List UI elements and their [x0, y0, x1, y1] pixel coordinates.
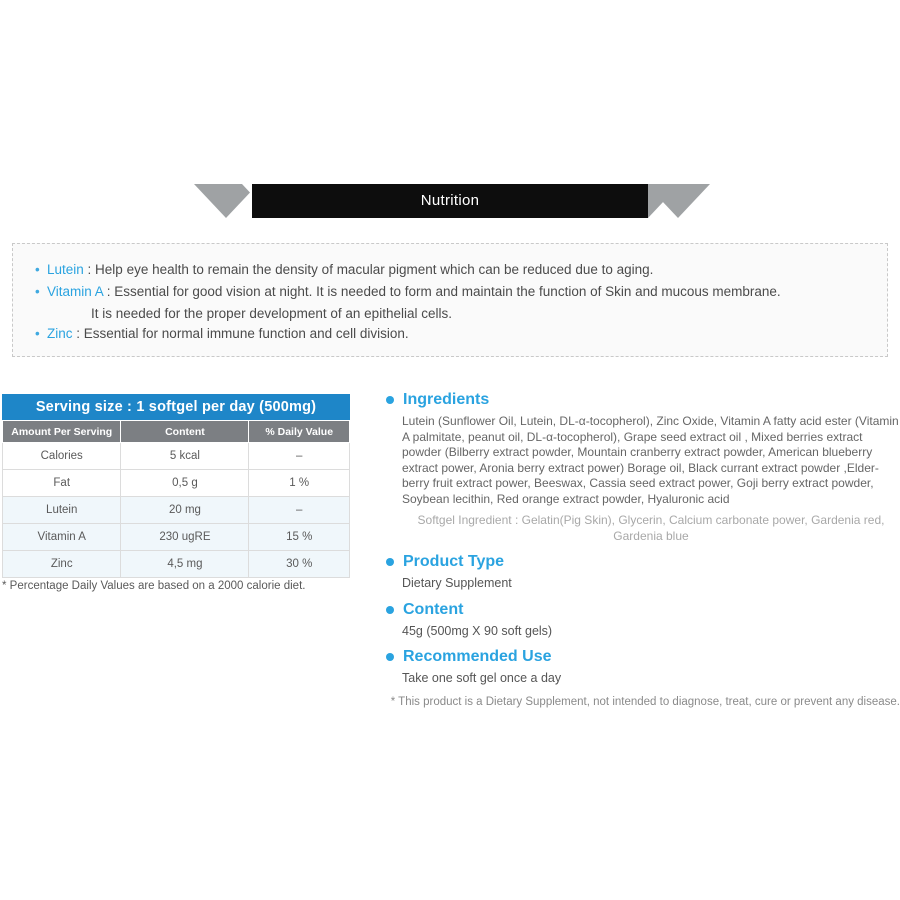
benefit-item-lutein	[31, 260, 869, 280]
cell-daily-value: 1 %	[249, 470, 350, 497]
bullet-icon: •	[35, 262, 40, 277]
benefit-text: : Essential for normal immune function and cell division.	[72, 326, 409, 341]
nutrition-banner	[194, 184, 706, 218]
ingredients-heading-label: Ingredients	[403, 391, 490, 408]
bullet-icon: •	[35, 326, 40, 341]
serving-size-title: Serving size : 1 softgel per day (500mg)	[2, 394, 350, 420]
product-type-body: Dietary Supplement	[402, 576, 512, 590]
cell-content: 230 ugRE	[121, 524, 249, 551]
product-type-heading-label: Product Type	[403, 553, 505, 570]
cell-content: 0,5 g	[121, 470, 249, 497]
cell-daily-value: 15 %	[249, 524, 350, 551]
banner-title: Nutrition	[420, 192, 480, 209]
benefit-item-zinc	[31, 324, 869, 344]
table-row	[3, 551, 350, 578]
benefit-name: Zinc	[47, 326, 73, 341]
benefit-subtext-vitamin-a: It is needed for the proper development of an epithelial cells.	[91, 306, 452, 321]
cell-nutrient: Calories	[3, 443, 121, 470]
bullet-dot-icon	[386, 396, 394, 404]
bullet-icon: •	[35, 284, 40, 299]
nutrition-table	[2, 394, 350, 578]
benefit-text: : Help eye health to remain the density of macular pigment which can be reduced due to aging.	[83, 262, 654, 277]
recommended-use-heading	[386, 647, 900, 667]
content-body: 45g (500mg X 90 soft gels)	[402, 623, 553, 638]
column-header-daily-value: % Daily Value	[249, 421, 350, 443]
table-row	[3, 497, 350, 524]
ingredients-heading	[386, 390, 900, 410]
cell-nutrient: Fat	[3, 470, 121, 497]
cell-content: 5 kcal	[121, 443, 249, 470]
benefit-name: Vitamin A	[47, 284, 104, 299]
section-ingredients	[386, 390, 900, 544]
cell-daily-value: 30 %	[249, 551, 350, 578]
section-product-type	[386, 552, 900, 592]
benefit-item-vitamin-a	[31, 282, 869, 302]
column-header-amount-per-serving: Amount Per Serving	[3, 421, 121, 443]
section-recommended-use	[386, 647, 900, 687]
benefits-box	[12, 243, 888, 357]
section-content	[386, 600, 900, 640]
bullet-dot-icon	[386, 653, 394, 661]
ingredients-body: Lutein (Sunflower Oil, Lutein, DL-α-tocopherol), Zinc Oxide, Vitamin A fatty acid ester (Vitamin A palmitate, peanut oil, DL-α-tocopherol), Grape seed extract oil , Mixed berries extract powder (Bilberry extract powder, Mountain cranberry extract powder, American blueberry extract power, Aronia berry extract power) Borage oil, Black currant extract powder ,Elder-berry fruit extract power, Beeswax, Cassia seed extract power, Goji berry extract powder, Soybean lecithin, Red orange extract powder, Hyaluronic acid	[402, 414, 899, 506]
product-type-heading	[386, 552, 900, 572]
cell-nutrient: Vitamin A	[3, 524, 121, 551]
disclaimer-text: * This product is a Dietary Supplement, not intended to diagnose, treat, cure or prevent any disease.	[390, 696, 900, 708]
recommended-use-body: Take one soft gel once a day	[402, 671, 562, 685]
cell-content: 20 mg	[121, 497, 249, 524]
table-row	[3, 443, 350, 470]
cell-daily-value: –	[249, 443, 350, 470]
content-heading	[386, 600, 900, 620]
cell-content: 4,5 mg	[121, 551, 249, 578]
table-row	[3, 470, 350, 497]
bullet-dot-icon	[386, 558, 394, 566]
product-info	[386, 390, 900, 695]
chevron-right-outer-icon	[646, 184, 710, 218]
bullet-dot-icon	[386, 606, 394, 614]
softgel-ingredient-body: Softgel Ingredient : Gelatin(Pig Skin), Glycerin, Calcium carbonate power, Gardenia red, Gardenia blue	[417, 513, 885, 543]
table-footnote: * Percentage Daily Values are based on a 2000 calorie diet.	[2, 580, 306, 592]
cell-daily-value: –	[249, 497, 350, 524]
table-header-row	[3, 421, 350, 443]
column-header-content: Content	[121, 421, 249, 443]
benefit-name: Lutein	[47, 262, 84, 277]
cell-nutrient: Lutein	[3, 497, 121, 524]
cell-nutrient: Zinc	[3, 551, 121, 578]
recommended-use-heading-label: Recommended Use	[403, 648, 552, 665]
benefit-text: : Essential for good vision at night. It is needed to form and maintain the function of Skin and mucous membrane.	[103, 284, 781, 299]
content-heading-label: Content	[403, 600, 464, 618]
table-row	[3, 524, 350, 551]
